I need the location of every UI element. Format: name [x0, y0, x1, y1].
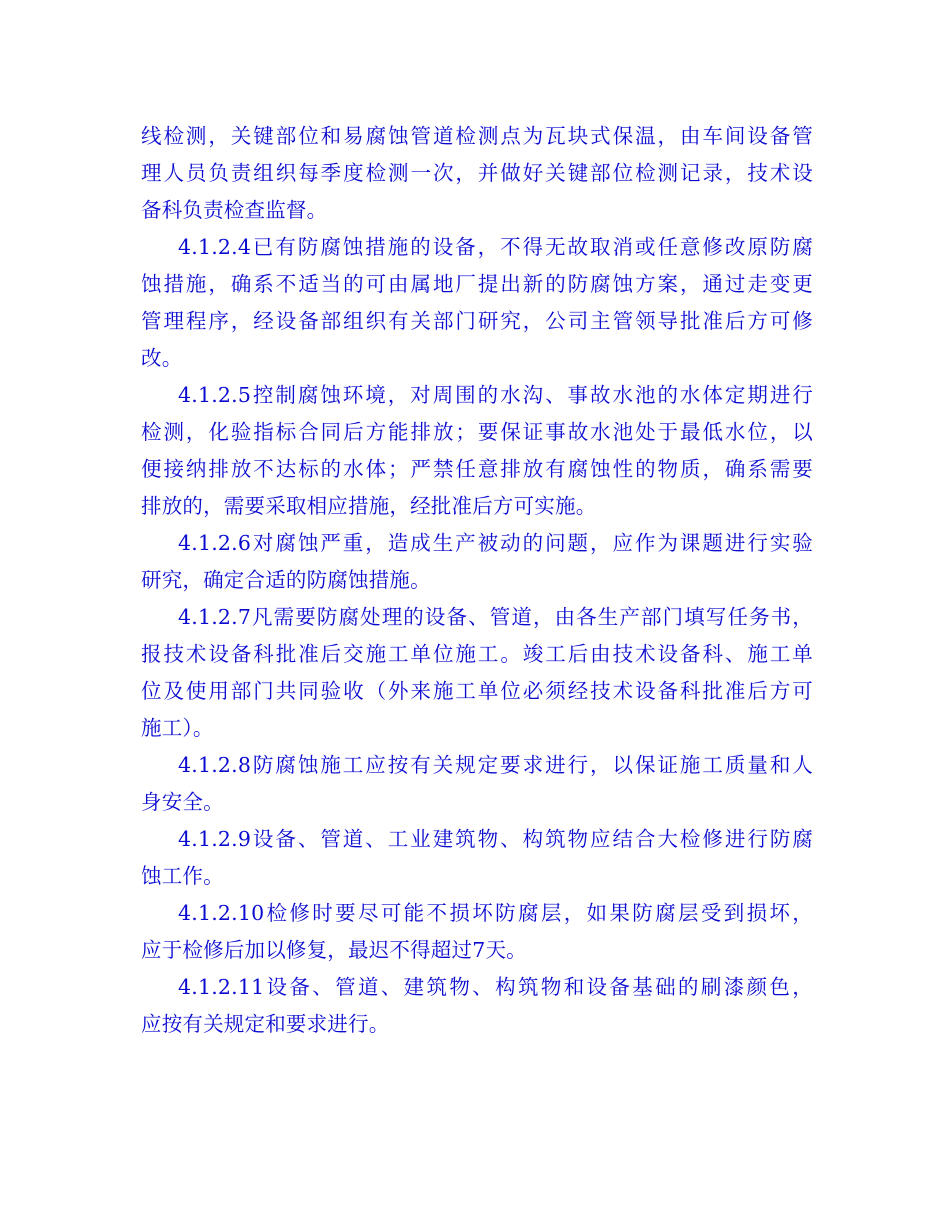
text-line: 备科负责检查监督。: [141, 198, 328, 222]
text-line: 位及使用部门共同验收（外来施工单位必须经技术设备科批准后方可: [141, 679, 813, 703]
text-line: 应于检修后加以修复，最迟不得超过7天。: [141, 938, 527, 962]
text-line: 施工）。: [141, 716, 214, 740]
text-line: 4.1.2.10检修时要尽可能不损坏防腐层，如果防腐层受到损坏，: [178, 901, 813, 925]
text-line: 4.1.2.8防腐蚀施工应按有关规定要求进行，以保证施工质量和人: [178, 753, 813, 777]
text-line: 管理程序，经设备部组织有关部门研究，公司主管领导批准后方可修: [141, 309, 813, 333]
text-line: 蚀措施，确系不适当的可由属地厂提出新的防腐蚀方案，通过走变更: [141, 272, 813, 296]
text-line: 排放的，需要采取相应措施，经批准后方可实施。: [141, 494, 597, 518]
text-line: 4.1.2.6对腐蚀严重，造成生产被动的问题，应作为课题进行实验: [178, 531, 813, 555]
text-line: 线检测，关键部位和易腐蚀管道检测点为瓦块式保温，由车间设备管: [141, 124, 813, 148]
text-line: 理人员负责组织每季度检测一次，并做好关键部位检测记录，技术设: [141, 161, 813, 185]
text-line: 4.1.2.11设备、管道、建筑物、构筑物和设备基础的刷漆颜色，: [178, 975, 813, 999]
text-line: 研究，确定合适的防腐蚀措施。: [141, 568, 431, 592]
text-line: 改。: [141, 346, 183, 370]
text-line: 检测，化验指标合同后方能排放；要保证事故水池处于最低水位，以: [141, 420, 813, 444]
text-line: 报技术设备科批准后交施工单位施工。竣工后由技术设备科、施工单: [141, 642, 813, 666]
text-line: 便接纳排放不达标的水体；严禁任意排放有腐蚀性的物质，确系需要: [141, 457, 813, 481]
text-line: 身安全。: [141, 790, 224, 814]
text-line: 4.1.2.7凡需要防腐处理的设备、管道，由各生产部门填写任务书，: [178, 605, 813, 629]
document-body: [141, 118, 813, 1043]
text-line: 4.1.2.4已有防腐蚀措施的设备，不得无故取消或任意修改原防腐: [178, 235, 813, 259]
text-line: 4.1.2.5控制腐蚀环境，对周围的水沟、事故水池的水体定期进行: [178, 383, 813, 407]
text-line: 4.1.2.9设备、管道、工业建筑物、构筑物应结合大检修进行防腐: [178, 827, 813, 851]
text-line: 应按有关规定和要求进行。: [141, 1012, 390, 1036]
text-line: 蚀工作。: [141, 864, 224, 888]
